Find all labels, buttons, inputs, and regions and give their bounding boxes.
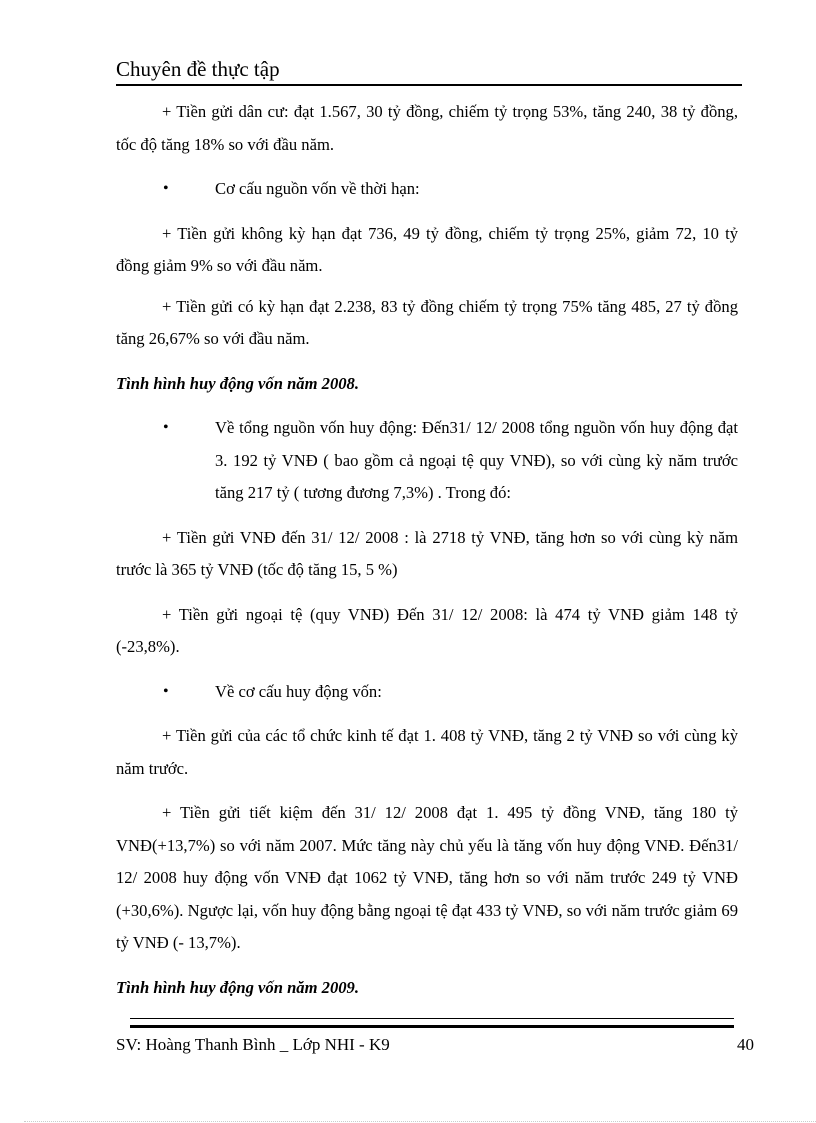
bullet-text: Về tổng nguồn vốn huy động: Đến31/ 12/ 2008 tổng nguồn vốn huy động đạt 3. 192 tỷ VNĐ ( bao gồm cả ngoại tệ quy VNĐ), so với cùng kỳ năm trước tăng 217 tỷ ( tương đương 7,3%) . Trong đó:: [215, 418, 738, 502]
bullet-icon: •: [163, 180, 169, 197]
paragraph-foreign-currency-deposits: + Tiền gửi ngoại tệ (quy VNĐ) Đến 31/ 12/ 2008: là 474 tỷ VNĐ giảm 148 tỷ (-23,8%).: [116, 604, 738, 656]
paragraph-household-deposits: + Tiền gửi dân cư: đạt 1.567, 30 tỷ đồng, chiếm tỷ trọng 53%, tăng 240, 38 tỷ đồng, tốc độ tăng 18% so với đầu năm.: [116, 102, 738, 154]
paragraph-savings-deposits: + Tiền gửi tiết kiệm đến 31/ 12/ 2008 đạt 1. 495 tỷ đồng VNĐ, tăng 180 tỷ VNĐ(+13,7%) so với năm 2007. Mức tăng này chủ yếu là tăng vốn huy động VNĐ. Đến31/ 12/ 2008 huy động vốn VNĐ đạt 1062 tỷ VNĐ, tăng hơn so với năm trước 249 tỷ VNĐ (+30,6%). Ngược lại, vốn huy động bằng ngoại tệ đạt 433 tỷ VNĐ, so với năm trước giảm 69 tỷ VNĐ (- 13,7%).: [116, 803, 738, 952]
bullet-term-structure: [116, 173, 738, 206]
document-body: [116, 96, 738, 1004]
bullet-icon: •: [163, 419, 169, 436]
paragraph-vnd-deposits: + Tiền gửi VNĐ đến 31/ 12/ 2008 : là 2718 tỷ VNĐ, tăng hơn so với cùng kỳ năm trước là 365 tỷ VNĐ (tốc độ tăng 15, 5 %): [116, 527, 738, 579]
section-heading-2008: Tình hình huy động vốn năm 2008.: [116, 373, 359, 393]
footer-divider: [130, 1018, 734, 1028]
footer-author: SV: Hoàng Thanh Bình _ Lớp NHI - K9: [116, 1035, 390, 1054]
section-heading-2009: Tình hình huy động vốn năm 2009.: [116, 977, 359, 997]
paragraph-term-deposits: + Tiền gửi có kỳ hạn đạt 2.238, 83 tỷ đồng chiếm tỷ trọng 75% tăng 485, 27 tỷ đồng tăng 26,67% so với đầu năm.: [116, 296, 738, 348]
header-title: Chuyên đề thực tập: [116, 57, 280, 81]
footer-page-number: 40: [737, 1035, 754, 1054]
paragraph-demand-deposits: + Tiền gửi không kỳ hạn đạt 736, 49 tỷ đồng, chiếm tỷ trọng 25%, giảm 72, 10 tỷ đồng giảm 9% so với đầu năm.: [116, 223, 738, 275]
page-edge-divider: [24, 1121, 816, 1122]
bullet-mobilization-structure: [116, 676, 738, 709]
page-header: [116, 54, 742, 86]
bullet-text: Về cơ cấu huy động vốn:: [215, 681, 382, 701]
bullet-text: Cơ cấu nguồn vốn về thời hạn:: [215, 179, 420, 198]
paragraph-economic-org-deposits: + Tiền gửi của các tổ chức kinh tế đạt 1. 408 tỷ VNĐ, tăng 2 tỷ VNĐ so với cùng kỳ năm trước.: [116, 726, 738, 778]
bullet-total-capital-2008: [116, 412, 738, 510]
bullet-icon: •: [163, 682, 169, 700]
